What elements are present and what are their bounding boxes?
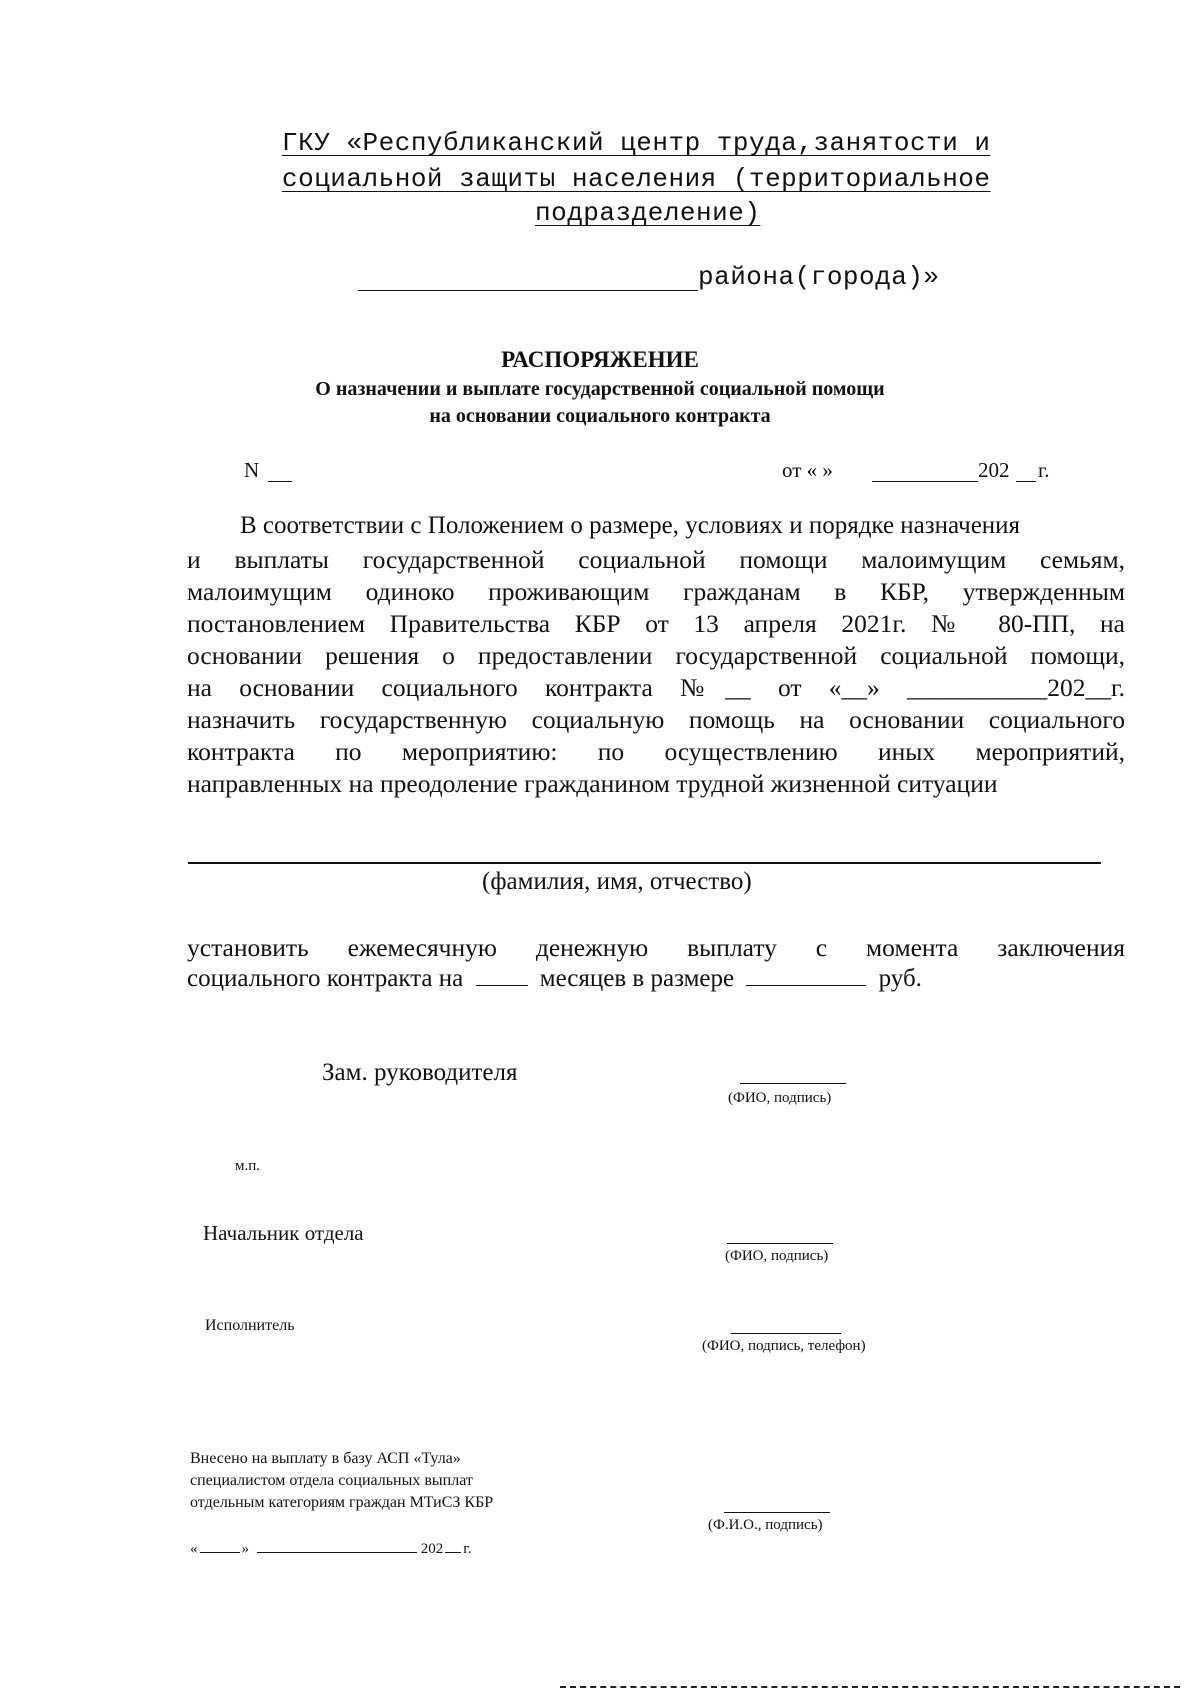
- document-subtitle-2: на основании социального контракта: [429, 405, 771, 427]
- payment-line-2-b: месяцев в размере: [539, 965, 735, 992]
- number-label: N: [244, 458, 260, 482]
- header-line-1: ГКУ «Республиканский центр труда,занятости и: [282, 128, 991, 158]
- payment-line-1: установить ежемесячную денежную выплату с момента заключения: [187, 933, 1125, 962]
- body-line-6: на основании социального контракта №__ от «__» ___________202__г.: [187, 673, 1125, 702]
- stamp-label: м.п.: [235, 1158, 261, 1174]
- date-suffix: г.: [1038, 458, 1050, 482]
- months-blank: [476, 984, 528, 986]
- deputy-label: Зам. руководителя: [322, 1059, 518, 1086]
- date-year: 202: [978, 458, 1010, 482]
- body-line-7: назначить государственную социальную помощь на основании социального: [187, 705, 1125, 734]
- entered-caption: (Ф.И.О., подпись): [708, 1517, 823, 1533]
- entered-date-open: «: [190, 1541, 198, 1557]
- entered-line-3: отдельным категориям граждан МТиСЗ КБР: [190, 1494, 494, 1511]
- deputy-caption: (ФИО, подпись): [728, 1090, 832, 1106]
- date-prefix: от « »: [782, 458, 833, 482]
- district-blank-line: [358, 290, 698, 291]
- body-line-5: основании решения о предоставлении государственной социальной помощи,: [187, 641, 1125, 670]
- number-blank: [268, 481, 292, 482]
- body-line-8: контракта по мероприятию: по осуществлению иных мероприятий,: [187, 737, 1125, 766]
- entered-sign-line: [724, 1512, 830, 1513]
- document-subtitle-1: О назначении и выплате государственной социальной помощи: [315, 378, 885, 400]
- executor-label: Исполнитель: [205, 1317, 295, 1334]
- executor-caption: (ФИО, подпись, телефон): [702, 1338, 866, 1354]
- entered-line-2: специалистом отдела социальных выплат: [190, 1472, 473, 1489]
- entered-date-suffix: г.: [463, 1541, 472, 1557]
- body-line-1: В соответствии с Положением о размере, условиях и порядке назначения: [240, 512, 1021, 539]
- entered-year-blank: [445, 1551, 461, 1553]
- entered-day-blank: [200, 1551, 240, 1553]
- head-sign-line: [727, 1243, 833, 1244]
- deputy-sign-line: [740, 1083, 846, 1084]
- executor-sign-line: [731, 1333, 841, 1334]
- payment-line-2: [187, 965, 922, 993]
- fio-caption: (фамилия, имя, отчество): [482, 868, 752, 895]
- body-line-4: постановлением Правительства КБР от 13 апреля 2021г. № 80-ПП, на: [187, 609, 1125, 638]
- entered-line-1: Внесено на выплату в базу АСП «Тула»: [190, 1450, 461, 1467]
- date-month-blank: [872, 481, 978, 482]
- header-line-3: подразделение): [535, 198, 761, 228]
- body-paragraph: [187, 544, 1125, 800]
- payment-line-2-a: социального контракта на: [187, 965, 464, 992]
- entered-date: [190, 1541, 471, 1558]
- entered-date-year: 202: [420, 1541, 444, 1557]
- head-label: Начальник отдела: [203, 1221, 364, 1245]
- header-line-4: района(города)»: [698, 262, 940, 292]
- document-title: РАСПОРЯЖЕНИЕ: [501, 347, 699, 372]
- amount-blank: [746, 984, 866, 986]
- body-line-9: направленных на преодоление гражданином трудной жизненной ситуации: [187, 769, 998, 798]
- entered-date-close: »: [241, 1541, 249, 1557]
- payment-line-2-c: руб.: [878, 965, 922, 992]
- bottom-dashed-line: [560, 1686, 1180, 1688]
- entered-month-blank: [257, 1551, 417, 1553]
- header-line-2: социальной защиты населения (территориальное: [282, 164, 991, 194]
- body-line-3: малоимущим одиноко проживающим гражданам в КБР, утвержденным: [187, 577, 1125, 606]
- fio-blank-line: [188, 862, 1101, 864]
- body-line-2: и выплаты государственной социальной помощи малоимущим семьям,: [187, 545, 1125, 574]
- head-caption: (ФИО, подпись): [725, 1248, 829, 1264]
- date-year-blank: [1016, 481, 1036, 482]
- payment-paragraph: [187, 932, 1125, 964]
